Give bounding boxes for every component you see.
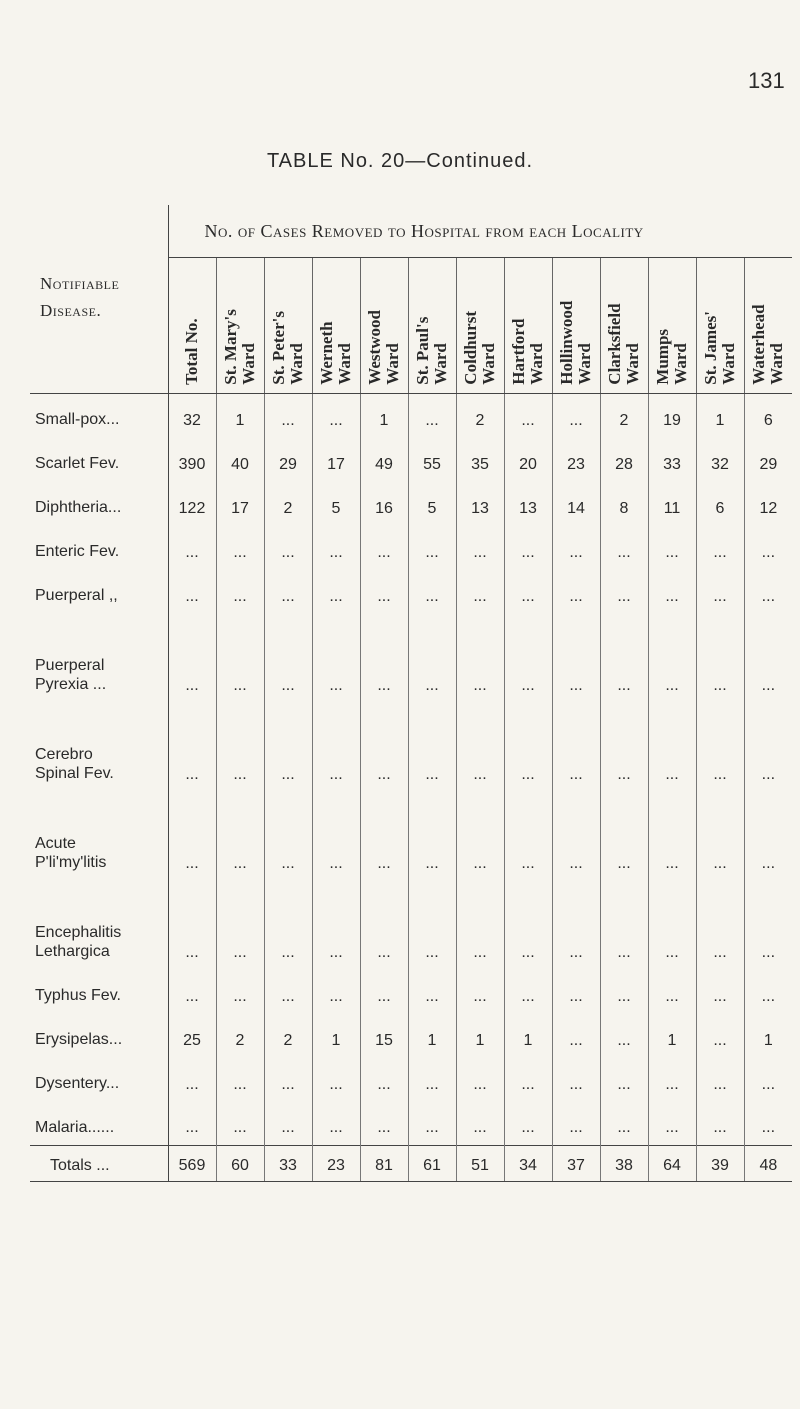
table-cell: ... bbox=[552, 614, 600, 703]
table-cell: ... bbox=[504, 394, 552, 438]
column-header bbox=[600, 258, 648, 394]
table-cell: ... bbox=[312, 792, 360, 881]
column-header-line: Ward bbox=[671, 343, 690, 385]
table-cell: ... bbox=[408, 570, 456, 614]
totals-cell: 48 bbox=[744, 1146, 792, 1182]
table-cell: 17 bbox=[216, 482, 264, 526]
disease-name bbox=[30, 438, 168, 482]
table-row bbox=[30, 970, 792, 1014]
disease-name bbox=[30, 1102, 168, 1146]
totals-cell: 61 bbox=[408, 1146, 456, 1182]
column-header-line: St. Mary's bbox=[221, 309, 241, 385]
column-header-label bbox=[366, 310, 402, 385]
column-header-line: Ward bbox=[287, 343, 306, 385]
table-cell: 1 bbox=[456, 1014, 504, 1058]
disease-header-line1: Notifiable bbox=[40, 274, 120, 293]
disease-name-line: Pyrexia ... bbox=[35, 676, 107, 694]
table-cell: ... bbox=[552, 1058, 600, 1102]
column-header-line: Hartford bbox=[509, 318, 529, 385]
totals-cell: 60 bbox=[216, 1146, 264, 1182]
column-header-line: Ward bbox=[239, 343, 258, 385]
table-cell: 28 bbox=[600, 438, 648, 482]
table-cell: 2 bbox=[456, 394, 504, 438]
table-cell: ... bbox=[456, 881, 504, 970]
table-body bbox=[30, 394, 792, 1182]
column-header-line: Ward bbox=[335, 343, 354, 385]
column-header-label bbox=[558, 301, 594, 385]
table-cell: ... bbox=[552, 570, 600, 614]
table-cell: 11 bbox=[648, 482, 696, 526]
table-cell: ... bbox=[264, 1102, 312, 1146]
table-cell: 16 bbox=[360, 482, 408, 526]
table-cell: ... bbox=[360, 970, 408, 1014]
table-cell: ... bbox=[216, 614, 264, 703]
column-header-line: Waterhead bbox=[749, 304, 769, 385]
table-cell: ... bbox=[216, 1058, 264, 1102]
disease-name bbox=[30, 703, 168, 792]
table-row bbox=[30, 792, 792, 881]
table-cell: ... bbox=[696, 881, 744, 970]
disease-name-line: Small-pox... bbox=[35, 411, 120, 429]
table-cell: ... bbox=[696, 526, 744, 570]
table-cell: 29 bbox=[264, 438, 312, 482]
table-cell: ... bbox=[408, 1058, 456, 1102]
table-cell: 20 bbox=[504, 438, 552, 482]
table-cell: ... bbox=[600, 570, 648, 614]
table-cell: ... bbox=[552, 881, 600, 970]
column-header-line: Coldhurst bbox=[461, 311, 481, 385]
table-cell: ... bbox=[648, 1102, 696, 1146]
table-cell: 1 bbox=[648, 1014, 696, 1058]
table-cell: ... bbox=[744, 614, 792, 703]
column-header-line: Clarksfield bbox=[605, 303, 625, 385]
column-header bbox=[216, 258, 264, 394]
table-cell: ... bbox=[456, 970, 504, 1014]
table-cell: ... bbox=[264, 703, 312, 792]
table-row bbox=[30, 526, 792, 570]
table-cell: 13 bbox=[456, 482, 504, 526]
table-cell: ... bbox=[696, 792, 744, 881]
table-cell: ... bbox=[696, 1102, 744, 1146]
table-cell: ... bbox=[360, 614, 408, 703]
table-cell: ... bbox=[168, 526, 216, 570]
table-row bbox=[30, 881, 792, 970]
column-header-line: Ward bbox=[527, 343, 546, 385]
column-header-line: Ward bbox=[431, 343, 450, 385]
table-cell: 1 bbox=[744, 1014, 792, 1058]
column-header bbox=[456, 258, 504, 394]
table-cell: ... bbox=[552, 1014, 600, 1058]
table-cell: ... bbox=[216, 970, 264, 1014]
disease-name bbox=[30, 394, 168, 438]
page-number: 131 bbox=[748, 68, 785, 93]
disease-name-line: Enteric Fev. bbox=[35, 543, 120, 561]
column-header-label bbox=[510, 319, 546, 385]
table-cell: 55 bbox=[408, 438, 456, 482]
table-cell: 25 bbox=[168, 1014, 216, 1058]
table-cell: ... bbox=[408, 1102, 456, 1146]
table-cell: ... bbox=[648, 792, 696, 881]
table-cell: 6 bbox=[744, 394, 792, 438]
table-row bbox=[30, 394, 792, 438]
table-cell: ... bbox=[504, 570, 552, 614]
table-cell: ... bbox=[504, 792, 552, 881]
table-cell: ... bbox=[600, 970, 648, 1014]
table-cell: ... bbox=[408, 703, 456, 792]
disease-name-line: Malaria...... bbox=[35, 1118, 115, 1136]
table-cell: 122 bbox=[168, 482, 216, 526]
table-cell: ... bbox=[360, 570, 408, 614]
table-cell: ... bbox=[552, 792, 600, 881]
table-cell: ... bbox=[504, 703, 552, 792]
table-cell: 1 bbox=[504, 1014, 552, 1058]
totals-cell: 38 bbox=[600, 1146, 648, 1182]
table-cell: ... bbox=[600, 1102, 648, 1146]
table-cell: ... bbox=[504, 1102, 552, 1146]
table-cell: 2 bbox=[216, 1014, 264, 1058]
column-header-label bbox=[318, 322, 354, 385]
table-cell: ... bbox=[168, 1102, 216, 1146]
column-header-label bbox=[414, 317, 450, 385]
table-row bbox=[30, 482, 792, 526]
table-cell: ... bbox=[600, 614, 648, 703]
table-cell: ... bbox=[456, 570, 504, 614]
table-cell: ... bbox=[696, 1058, 744, 1102]
table-cell: ... bbox=[264, 614, 312, 703]
table-cell: ... bbox=[504, 1058, 552, 1102]
column-header bbox=[168, 258, 216, 394]
group-header: No. of Cases Removed to Hospital from each Locality bbox=[168, 205, 792, 258]
table-cell: ... bbox=[264, 570, 312, 614]
table-cell: ... bbox=[456, 614, 504, 703]
disease-name bbox=[30, 792, 168, 881]
table-cell: ... bbox=[312, 394, 360, 438]
table-cell: ... bbox=[312, 526, 360, 570]
table-cell: ... bbox=[360, 881, 408, 970]
table-cell: 390 bbox=[168, 438, 216, 482]
table-cell: ... bbox=[312, 970, 360, 1014]
column-header-line: Ward bbox=[575, 343, 594, 385]
table-cell: 2 bbox=[264, 1014, 312, 1058]
table-cell: ... bbox=[456, 1058, 504, 1102]
table-cell: ... bbox=[456, 526, 504, 570]
table-cell: ... bbox=[312, 881, 360, 970]
column-header-line: Ward bbox=[479, 343, 498, 385]
table-cell: 1 bbox=[360, 394, 408, 438]
table-cell: ... bbox=[168, 703, 216, 792]
table-cell: 40 bbox=[216, 438, 264, 482]
table-cell: 1 bbox=[696, 394, 744, 438]
totals-cell: 64 bbox=[648, 1146, 696, 1182]
totals-cell: 51 bbox=[456, 1146, 504, 1182]
disease-column-header bbox=[30, 205, 168, 394]
table-cell: ... bbox=[744, 1102, 792, 1146]
disease-name-line: Typhus Fev. bbox=[35, 987, 121, 1005]
table-cell: ... bbox=[264, 1058, 312, 1102]
column-header-line: Ward bbox=[383, 343, 402, 385]
column-header bbox=[696, 258, 744, 394]
table-cell: ... bbox=[456, 792, 504, 881]
column-header-line: St. Peter's bbox=[269, 311, 289, 385]
table-cell: 32 bbox=[696, 438, 744, 482]
table-cell: ... bbox=[360, 792, 408, 881]
disease-name-line: Dysentery... bbox=[35, 1075, 120, 1093]
disease-name bbox=[30, 570, 168, 614]
table-row bbox=[30, 703, 792, 792]
column-header bbox=[648, 258, 696, 394]
column-header-line: Mumps bbox=[653, 329, 673, 385]
table-cell: 13 bbox=[504, 482, 552, 526]
table-cell: ... bbox=[408, 526, 456, 570]
table-cell: ... bbox=[648, 526, 696, 570]
table-cell: ... bbox=[648, 570, 696, 614]
totals-cell: 81 bbox=[360, 1146, 408, 1182]
column-header bbox=[360, 258, 408, 394]
table-title: TABLE No. 20—Continued. bbox=[266, 150, 534, 172]
column-header-label bbox=[222, 309, 258, 385]
totals-cell: 569 bbox=[168, 1146, 216, 1182]
hospital-removals-table bbox=[30, 205, 792, 1182]
table-cell: ... bbox=[744, 970, 792, 1014]
totals-cell: 33 bbox=[264, 1146, 312, 1182]
table-cell: ... bbox=[744, 526, 792, 570]
table-cell: ... bbox=[504, 526, 552, 570]
disease-name-line: Encephalitis bbox=[35, 924, 122, 942]
table-cell: ... bbox=[216, 526, 264, 570]
table-cell: ... bbox=[216, 881, 264, 970]
table-cell: 12 bbox=[744, 482, 792, 526]
table-cell: ... bbox=[360, 703, 408, 792]
table-cell: ... bbox=[552, 526, 600, 570]
table-cell: 1 bbox=[408, 1014, 456, 1058]
disease-name bbox=[30, 881, 168, 970]
disease-name bbox=[30, 526, 168, 570]
table-cell: ... bbox=[408, 614, 456, 703]
table-cell: ... bbox=[744, 570, 792, 614]
table-cell: ... bbox=[312, 614, 360, 703]
table-cell: 5 bbox=[312, 482, 360, 526]
disease-name bbox=[30, 1014, 168, 1058]
table-cell: ... bbox=[312, 1102, 360, 1146]
table-cell: ... bbox=[744, 1058, 792, 1102]
table-cell: ... bbox=[696, 614, 744, 703]
table-cell: 5 bbox=[408, 482, 456, 526]
disease-name bbox=[30, 970, 168, 1014]
column-header bbox=[264, 258, 312, 394]
table-cell: 33 bbox=[648, 438, 696, 482]
table-cell: ... bbox=[600, 792, 648, 881]
table-cell: 6 bbox=[696, 482, 744, 526]
column-header-line: St. James' bbox=[701, 311, 721, 385]
table-cell: ... bbox=[264, 394, 312, 438]
disease-name-line: Lethargica bbox=[35, 943, 110, 961]
table-cell: 49 bbox=[360, 438, 408, 482]
table-cell: 14 bbox=[552, 482, 600, 526]
table-cell: ... bbox=[168, 614, 216, 703]
table-cell: ... bbox=[696, 1014, 744, 1058]
disease-name-line: Puerperal bbox=[35, 657, 105, 675]
table-cell: 17 bbox=[312, 438, 360, 482]
table-cell: ... bbox=[168, 792, 216, 881]
table-cell: ... bbox=[648, 970, 696, 1014]
column-header-label bbox=[270, 311, 306, 385]
column-header-line: Werneth bbox=[317, 321, 337, 385]
table-cell: ... bbox=[648, 703, 696, 792]
hospital-removals-table-container bbox=[30, 205, 792, 1182]
table-cell: ... bbox=[600, 1014, 648, 1058]
totals-cell: 37 bbox=[552, 1146, 600, 1182]
column-header-label bbox=[751, 305, 787, 385]
table-cell: ... bbox=[648, 1058, 696, 1102]
table-cell: 1 bbox=[216, 394, 264, 438]
table-cell: ... bbox=[264, 792, 312, 881]
table-cell: ... bbox=[696, 703, 744, 792]
column-header-line: Ward bbox=[623, 343, 642, 385]
table-cell: ... bbox=[312, 703, 360, 792]
table-row bbox=[30, 1014, 792, 1058]
table-cell: 32 bbox=[168, 394, 216, 438]
column-header-line: Hollinwood bbox=[557, 300, 577, 385]
table-row bbox=[30, 570, 792, 614]
disease-name-line: Scarlet Fev. bbox=[35, 455, 120, 473]
table-cell: ... bbox=[504, 614, 552, 703]
table-cell: ... bbox=[648, 614, 696, 703]
table-cell: 23 bbox=[552, 438, 600, 482]
table-cell: 1 bbox=[312, 1014, 360, 1058]
table-cell: ... bbox=[264, 970, 312, 1014]
column-header-label bbox=[183, 319, 201, 385]
disease-name bbox=[30, 482, 168, 526]
column-header-line: Ward bbox=[767, 343, 787, 385]
table-row bbox=[30, 1058, 792, 1102]
disease-name-line: Spinal Fev. bbox=[35, 765, 114, 783]
table-cell: ... bbox=[456, 703, 504, 792]
table-cell: ... bbox=[408, 881, 456, 970]
table-row bbox=[30, 1102, 792, 1146]
table-cell: ... bbox=[696, 970, 744, 1014]
table-cell: ... bbox=[744, 881, 792, 970]
table-cell: ... bbox=[552, 1102, 600, 1146]
table-cell: ... bbox=[744, 703, 792, 792]
disease-header-line2: Disease. bbox=[40, 301, 102, 321]
table-cell: ... bbox=[504, 970, 552, 1014]
totals-cell: 39 bbox=[696, 1146, 744, 1182]
disease-name-line: Cerebro bbox=[35, 746, 93, 764]
column-header-line: Ward bbox=[719, 343, 738, 385]
table-cell: ... bbox=[168, 970, 216, 1014]
column-header bbox=[312, 258, 360, 394]
table-row bbox=[30, 614, 792, 703]
column-header bbox=[744, 258, 792, 394]
table-cell: ... bbox=[648, 881, 696, 970]
column-header-line: St. Paul's bbox=[413, 316, 433, 385]
table-cell: ... bbox=[600, 526, 648, 570]
table-cell: ... bbox=[216, 703, 264, 792]
table-cell: ... bbox=[264, 881, 312, 970]
table-cell: ... bbox=[168, 570, 216, 614]
table-cell: ... bbox=[504, 881, 552, 970]
disease-name bbox=[30, 1058, 168, 1102]
disease-name bbox=[30, 614, 168, 703]
table-cell: ... bbox=[552, 703, 600, 792]
table-cell: ... bbox=[312, 1058, 360, 1102]
totals-cell: 34 bbox=[504, 1146, 552, 1182]
table-cell: 29 bbox=[744, 438, 792, 482]
table-cell: 2 bbox=[600, 394, 648, 438]
table-cell: 35 bbox=[456, 438, 504, 482]
disease-name-line: Erysipelas... bbox=[35, 1031, 123, 1049]
table-cell: 8 bbox=[600, 482, 648, 526]
column-header-line: Westwood bbox=[365, 310, 385, 385]
column-header-label bbox=[654, 329, 690, 385]
table-cell: ... bbox=[264, 526, 312, 570]
table-cell: 2 bbox=[264, 482, 312, 526]
table-cell: ... bbox=[600, 1058, 648, 1102]
table-cell: ... bbox=[696, 570, 744, 614]
table-cell: ... bbox=[408, 394, 456, 438]
totals-cell: 23 bbox=[312, 1146, 360, 1182]
column-header-line: Total No. bbox=[182, 318, 202, 385]
table-cell: ... bbox=[552, 970, 600, 1014]
table-cell: ... bbox=[360, 526, 408, 570]
table-cell: ... bbox=[168, 1058, 216, 1102]
table-row bbox=[30, 438, 792, 482]
table-cell: ... bbox=[600, 881, 648, 970]
table-cell: ... bbox=[312, 570, 360, 614]
table-cell: ... bbox=[744, 792, 792, 881]
column-header bbox=[552, 258, 600, 394]
column-header bbox=[504, 258, 552, 394]
column-header-label bbox=[606, 304, 642, 385]
table-cell: ... bbox=[216, 570, 264, 614]
disease-name-line: Acute bbox=[35, 835, 76, 853]
column-header bbox=[408, 258, 456, 394]
table-cell: ... bbox=[216, 792, 264, 881]
table-cell: 15 bbox=[360, 1014, 408, 1058]
table-cell: ... bbox=[408, 792, 456, 881]
disease-name-line: P'li'my'litis bbox=[35, 854, 107, 872]
table-cell: ... bbox=[216, 1102, 264, 1146]
table-cell: ... bbox=[408, 970, 456, 1014]
column-header-label bbox=[702, 311, 738, 385]
table-cell: ... bbox=[360, 1102, 408, 1146]
table-cell: ... bbox=[552, 394, 600, 438]
totals-label: Totals ... bbox=[30, 1146, 168, 1182]
table-cell: ... bbox=[168, 881, 216, 970]
table-cell: ... bbox=[600, 703, 648, 792]
disease-name-line: Diphtheria... bbox=[35, 499, 122, 517]
column-header-label bbox=[462, 311, 498, 385]
table-cell: ... bbox=[456, 1102, 504, 1146]
table-cell: 19 bbox=[648, 394, 696, 438]
disease-name-line: Puerperal ,, bbox=[35, 587, 118, 605]
totals-row bbox=[30, 1146, 792, 1182]
table-cell: ... bbox=[360, 1058, 408, 1102]
